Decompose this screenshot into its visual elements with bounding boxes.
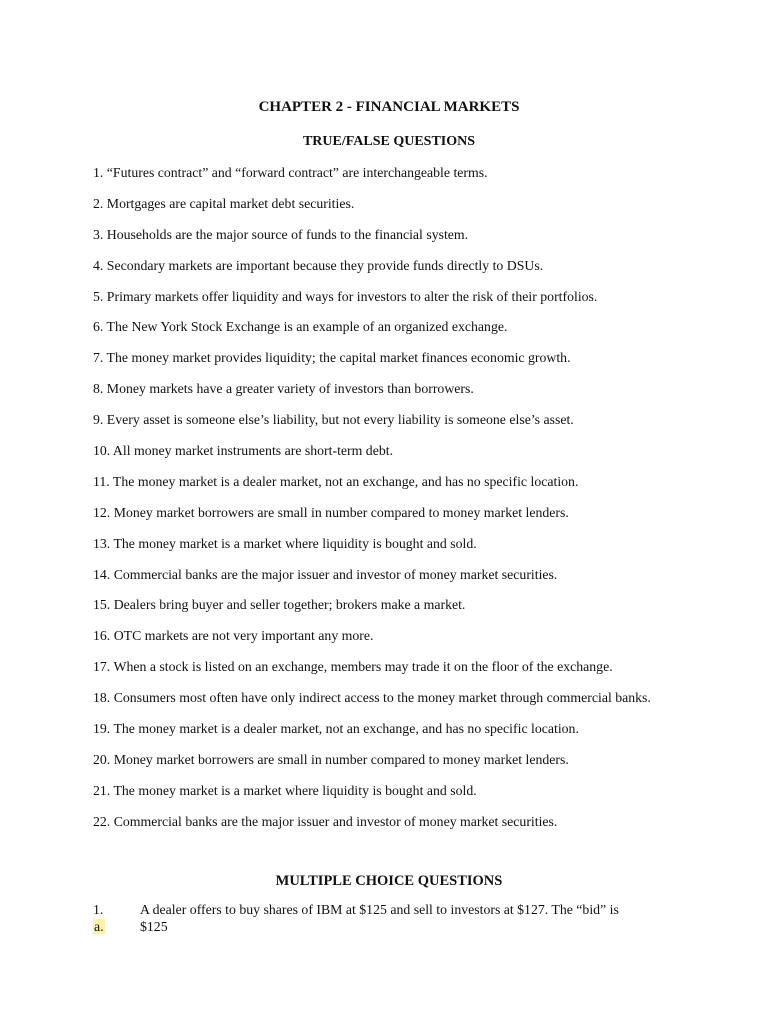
true-false-list — [93, 164, 743, 844]
question-row — [93, 901, 743, 918]
true-false-question: 20. Money market borrowers are small in number compared to money market lenders. — [93, 751, 569, 767]
highlighted-answer-letter: a. — [94, 919, 104, 934]
answer-text: $125 — [140, 919, 168, 934]
true-false-question: 4. Secondary markets are important because they provide funds directly to DSUs. — [93, 257, 544, 273]
true-false-question: 1. “Futures contract” and “forward contract” are interchangeable terms. — [93, 165, 488, 180]
multiple-choice-question — [93, 901, 743, 935]
true-false-question: 19. The money market is a dealer market, not an exchange, and has no specific location. — [93, 721, 579, 737]
true-false-question: 2. Mortgages are capital market debt securities. — [93, 195, 355, 211]
true-false-question: 21. The money market is a market where liquidity is bought and sold. — [93, 782, 477, 798]
true-false-question: 14. Commercial banks are the major issuer and investor of money market securities. — [93, 566, 558, 582]
true-false-question: 8. Money markets have a greater variety of investors than borrowers. — [93, 381, 474, 397]
true-false-question: 16. OTC markets are not very important any more. — [93, 628, 374, 644]
true-false-question: 13. The money market is a market where liquidity is bought and sold. — [93, 535, 477, 551]
true-false-heading: TRUE/FALSE QUESTIONS — [302, 134, 476, 149]
true-false-question: 3. Households are the major source of funds to the financial system. — [93, 226, 469, 242]
multiple-choice-heading: MULTIPLE CHOICE QUESTIONS — [275, 873, 503, 889]
true-false-question: 5. Primary markets offer liquidity and ways for investors to alter the risk of their portfolios. — [93, 288, 598, 304]
true-false-question: 10. All money market instruments are short-term debt. — [93, 443, 394, 459]
true-false-question: 17. When a stock is listed on an exchange, members may trade it on the floor of the exchange. — [93, 659, 613, 675]
chapter-title: CHAPTER 2 - FINANCIAL MARKETS — [258, 99, 520, 115]
answer-row — [93, 918, 743, 935]
question-number: 1. — [93, 902, 104, 917]
question-text: A dealer offers to buy shares of IBM at $125 and sell to investors at $127. The “bid” is — [140, 902, 619, 917]
true-false-question: 22. Commercial banks are the major issuer and investor of money market securities. — [93, 813, 558, 829]
true-false-question: 18. Consumers most often have only indirect access to the money market through commercial banks. — [93, 690, 651, 706]
true-false-question: 9. Every asset is someone else’s liability, but not every liability is someone else’s asset. — [93, 412, 574, 428]
true-false-question: 6. The New York Stock Exchange is an example of an organized exchange. — [93, 319, 508, 335]
true-false-question: 12. Money market borrowers are small in number compared to money market lenders. — [93, 504, 569, 520]
true-false-question: 15. Dealers bring buyer and seller together; brokers make a market. — [93, 597, 466, 613]
true-false-question: 7. The money market provides liquidity; the capital market finances economic growth. — [93, 350, 571, 366]
true-false-question: 11. The money market is a dealer market, not an exchange, and has no specific location. — [93, 473, 579, 489]
